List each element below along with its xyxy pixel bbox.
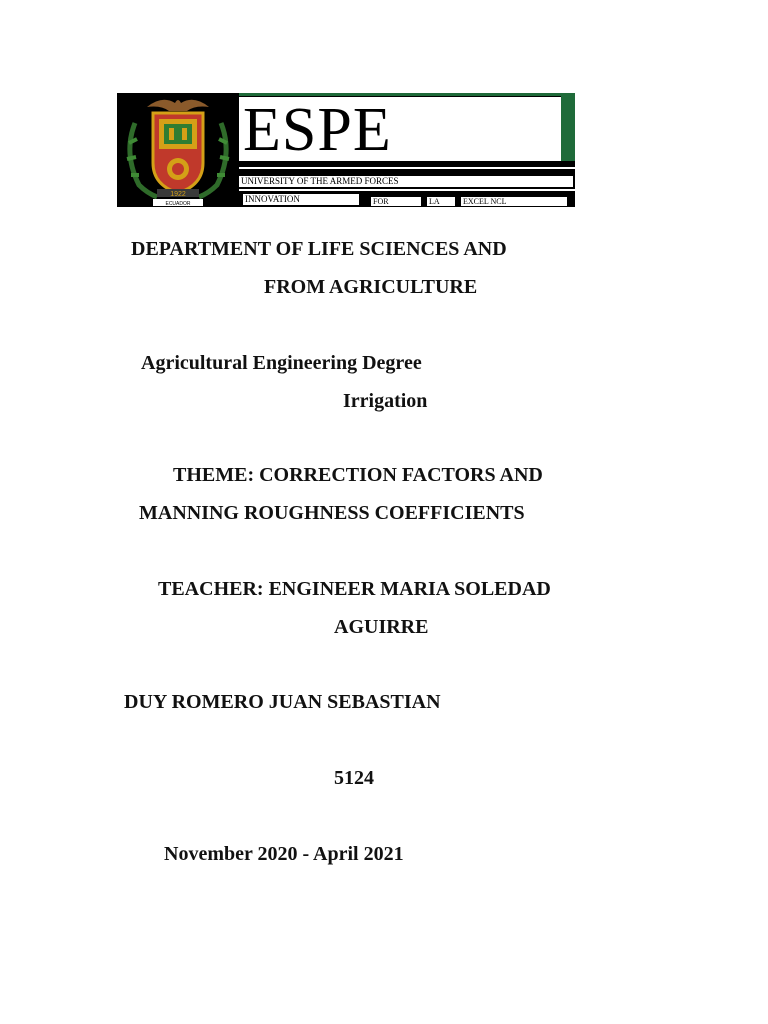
brand-box: [239, 96, 561, 164]
brand-wordmark: ESPE: [243, 96, 392, 164]
university-name-field: UNIVERSITY OF THE ARMED FORCES: [239, 176, 573, 187]
degree-name: Agricultural Engineering Degree: [141, 352, 422, 374]
header-rule: [239, 167, 575, 169]
subject-name: Irrigation: [343, 390, 428, 412]
svg-text:1922: 1922: [170, 191, 186, 198]
for-field: FOR: [371, 197, 421, 206]
teacher-line-2: AGUIRRE: [334, 616, 429, 638]
excel-field: EXCEL NCL: [461, 197, 567, 206]
student-code: 5124: [334, 767, 374, 789]
student-name: DUY ROMERO JUAN SEBASTIAN: [124, 691, 441, 713]
department-line-2: FROM AGRICULTURE: [264, 276, 478, 298]
green-accent-block: [561, 95, 575, 161]
university-header-banner: [117, 93, 575, 207]
academic-period: November 2020 - April 2021: [164, 843, 404, 865]
theme-line-1: THEME: CORRECTION FACTORS AND: [173, 464, 543, 486]
department-line-1: DEPARTMENT OF LIFE SCIENCES AND: [131, 238, 507, 260]
svg-text:ECUADOR: ECUADOR: [165, 201, 191, 207]
university-crest-logo: [117, 93, 239, 207]
innovation-field: INNOVATION: [243, 194, 359, 205]
teacher-line-1: TEACHER: ENGINEER MARIA SOLEDAD: [158, 578, 551, 600]
theme-line-2: MANNING ROUGHNESS COEFFICIENTS: [139, 502, 525, 524]
la-field: LA: [427, 197, 455, 206]
header-rule: [239, 189, 575, 191]
